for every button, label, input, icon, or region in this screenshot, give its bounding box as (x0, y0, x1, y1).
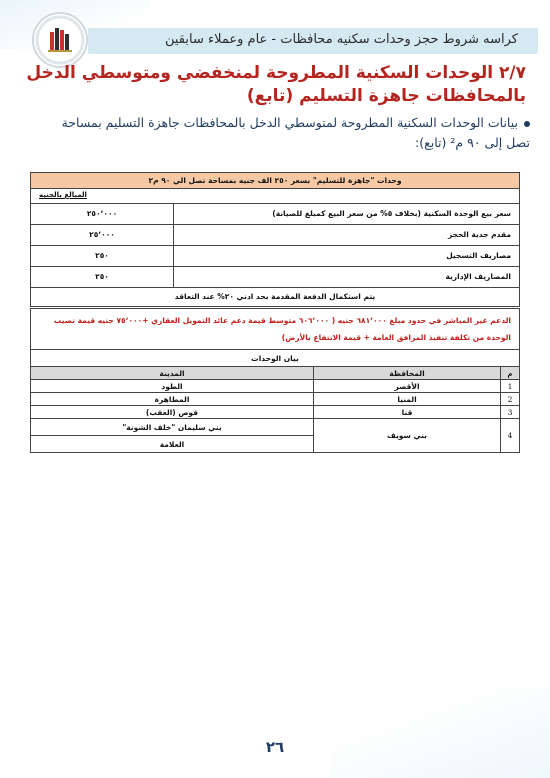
row-city: قوص (العقب) (31, 406, 314, 419)
units-header-row (31, 367, 520, 380)
table-row (31, 419, 520, 436)
row-num: 1 (501, 380, 520, 393)
col-header-city: المدينة (31, 367, 314, 380)
pricing-label: مقدم جدية الحجز (173, 225, 519, 245)
units-header: بيان الوحدات (31, 349, 519, 367)
pricing-value: ٢٥٠٬٠٠٠ (86, 209, 118, 218)
pricing-table (30, 172, 520, 307)
amount-header: المبالغ بالجنيه (39, 191, 87, 199)
row-city: المطاهرة (31, 393, 314, 406)
table-row (31, 380, 520, 393)
ministry-logo-icon (32, 12, 88, 68)
col-header-num: م (501, 367, 520, 380)
pricing-label: سعر بيع الوحدة السكنية (بخلاف ٥% من سعر البيع كمبلغ للصيانة) (173, 204, 519, 224)
section-bullet (35, 113, 530, 153)
pricing-banner: وحدات "جاهزة للتسليم" بسعر ٢٥٠ الف جنيه بمساحة تصل الي ٩٠ م٢ (31, 173, 519, 189)
amount-header-row (31, 189, 519, 204)
row-gov: المنيا (314, 393, 501, 406)
row-city: بني سليمان "خلف الشونة" (31, 419, 314, 436)
header-bar (88, 28, 538, 54)
pricing-value: ٢٥٬٠٠٠ (89, 230, 115, 239)
col-header-gov: المحافظة (314, 367, 501, 380)
pricing-label: المصاريف الإدارية (173, 267, 519, 287)
bullet-dot-icon (524, 121, 530, 127)
pricing-value: ٢٥٠ (95, 251, 109, 260)
table-row (31, 406, 520, 419)
section-title: ٢/٧ الوحدات السكنية المطروحة لمنخفضي ومتوسطي الدخل بالمحافظات جاهزة التسليم (تابع) (26, 63, 526, 106)
decorative-corner-bottom (330, 688, 550, 778)
row-num: 3 (501, 406, 520, 419)
pricing-footer: يتم استكمال الدفعة المقدمة بحد ادني ٢٠% عند التعاقد (174, 292, 376, 301)
subsidy-note: الدعم غير المباشر في حدود مبلغ ٦٨١٬٠٠٠ جنيه ( ٦٠٦٬٠٠٠ متوسط قيمة دعم عائد التمويل العقاري +٧٥٬٠٠٠ جنيه قيمة نصيب الوحدة من تكلفة تنفيذ المرافق العامة + قيمة الانتفاع بالأرض) (53, 316, 511, 342)
row-gov: الأقصر (314, 380, 501, 393)
row-gov: بني سويف (314, 419, 501, 453)
pricing-row (31, 204, 519, 225)
pricing-row (31, 225, 519, 246)
pricing-row (31, 246, 519, 267)
pricing-value: ٢٥٠ (95, 272, 109, 281)
row-city: الطود (31, 380, 314, 393)
table-row (31, 393, 520, 406)
row-gov: قنا (314, 406, 501, 419)
pricing-row (31, 267, 519, 288)
units-grid (30, 366, 520, 453)
row-num: 4 (501, 419, 520, 453)
header-title: كراسه شروط حجز وحدات سكنيه محافظات - عام وعملاء سابقين (164, 32, 518, 47)
page-number: ٢٦ (265, 738, 285, 756)
row-city: العلامة (31, 436, 314, 453)
pricing-label: مصاريف التسجيل (173, 246, 519, 266)
bullet-text: بيانات الوحدات السكنية المطروحة لمتوسطي الدخل بالمحافظات جاهزة التسليم بمساحة تصل إلى ٩٠ م² (تابع): (61, 115, 530, 150)
subsidy-note-box (30, 308, 520, 368)
units-table (30, 366, 520, 453)
row-num: 2 (501, 393, 520, 406)
